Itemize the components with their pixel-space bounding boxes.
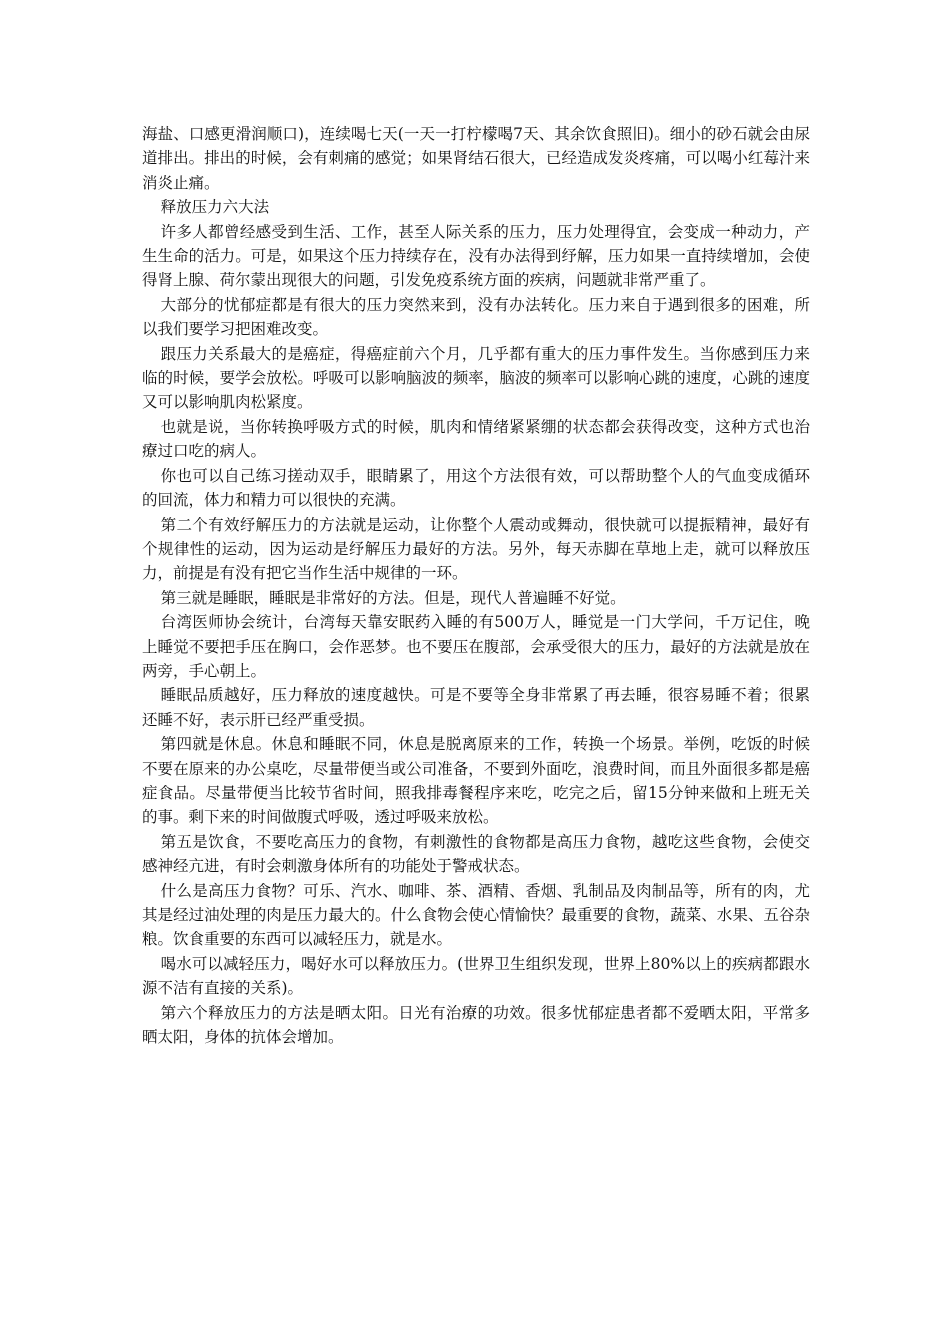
paragraph: 跟压力关系最大的是癌症，得癌症前六个月，几乎都有重大的压力事件发生。当你感到压力来临的时候，要学会放松。呼吸可以影响脑波的频率，脑波的频率可以影响心跳的速度，心跳的速度又可以影响肌肉松紧度。 [142,344,810,412]
paragraph: 第四就是休息。休息和睡眠不同，休息是脱离原来的工作，转换一个场景。举例，吃饭的时候不要在原来的办公桌吃，尽量带便当或公司准备，不要到外面吃，浪费时间，而且外面很多都是癌症食品。尽量带便当比较节省时间，照我排毒餐程序来吃，吃完之后，留15分钟来做和上班无关的事。剩下来的时间做腹式呼吸，透过呼吸来放松。 [142,735,810,827]
paragraph: 睡眠品质越好，压力释放的速度越快。可是不要等全身非常累了再去睡，很容易睡不着；很累还睡不好，表示肝已经严重受损。 [142,686,810,729]
paragraph: 台湾医师协会统计，台湾每天靠安眠药入睡的有500万人，睡觉是一门大学问，千万记住，晚上睡觉不要把手压在胸口，会作恶梦。也不要压在腹部，会承受很大的压力，最好的方法就是放在两旁，手心朝上。 [142,613,810,680]
paragraph: 第六个释放压力的方法是晒太阳。日光有治療的功效。很多忧郁症患者都不爱晒太阳，平常多晒太阳，身体的抗体会增加。 [142,1003,810,1047]
paragraph: 大部分的忧郁症都是有很大的压力突然来到，没有办法转化。压力来自于遇到很多的困难，所以我们要学习把困难改变。 [142,295,810,339]
paragraph: 第二个有效纾解压力的方法就是运动，让你整个人震动或舞动，很快就可以提振精神，最好有个规律性的运动，因为运动是纾解压力最好的方法。另外，每天赤脚在草地上走，就可以释放压力，前提是有没有把它当作生活中规律的一环。 [142,515,810,583]
paragraph: 第三就是睡眠，睡眠是非常好的方法。但是，现代人普遍睡不好觉。 [160,588,626,607]
paragraph: 许多人都曾经感受到生活、工作，甚至人际关系的压力，压力处理得宜，会变成一种动力，产生生命的活力。可是，如果这个压力持续存在，没有办法得到纾解，压力如果一直持续增加，会使得肾上腺、荷尔蒙出现很大的问题，引发免疫系统方面的疾病，问题就非常严重了。 [142,222,810,290]
paragraph: 喝水可以减轻压力，喝好水可以释放压力。(世界卫生组织发现，世界上80%以上的疾病都跟水源不洁有直接的关系)。 [142,954,810,998]
paragraph: 你也可以自己练习搓动双手，眼睛累了，用这个方法很有效，可以帮助整个人的气血变成循环的回流，体力和精力可以很快的充满。 [142,466,810,510]
section-heading: 释放压力六大法 [160,198,270,217]
paragraph: 什么是高压力食物？可乐、汽水、咖啡、茶、酒精、香烟、乳制品及肉制品等，所有的肉，尤其是经过油处理的肉是压力最大的。什么食物会使心情愉快？最重要的食物，蔬菜、水果、五谷杂粮。饮食重要的东西可以减轻压力，就是水。 [142,881,810,949]
document-body [142,122,810,1049]
paragraph: 第五是饮食，不要吃高压力的食物，有刺激性的食物都是高压力食物，越吃这些食物，会使交感神经亢进，有时会刺激身体所有的功能处于警戒状态。 [142,832,810,876]
paragraph: 也就是说，当你转换呼吸方式的时候，肌肉和情绪紧紧绷的状态都会获得改变，这种方式也治療过口吃的病人。 [142,417,810,461]
paragraph-kidney-stone-continued: 海盐、口感更滑润顺口)，连续喝七天(一天一打柠檬喝7天、其余饮食照旧)。细小的砂石就会由尿道排出。排出的时候，会有刺痛的感觉；如果肾结石很大，已经造成发炎疼痛，可以喝小红莓汁来消炎止痛。 [142,125,810,192]
